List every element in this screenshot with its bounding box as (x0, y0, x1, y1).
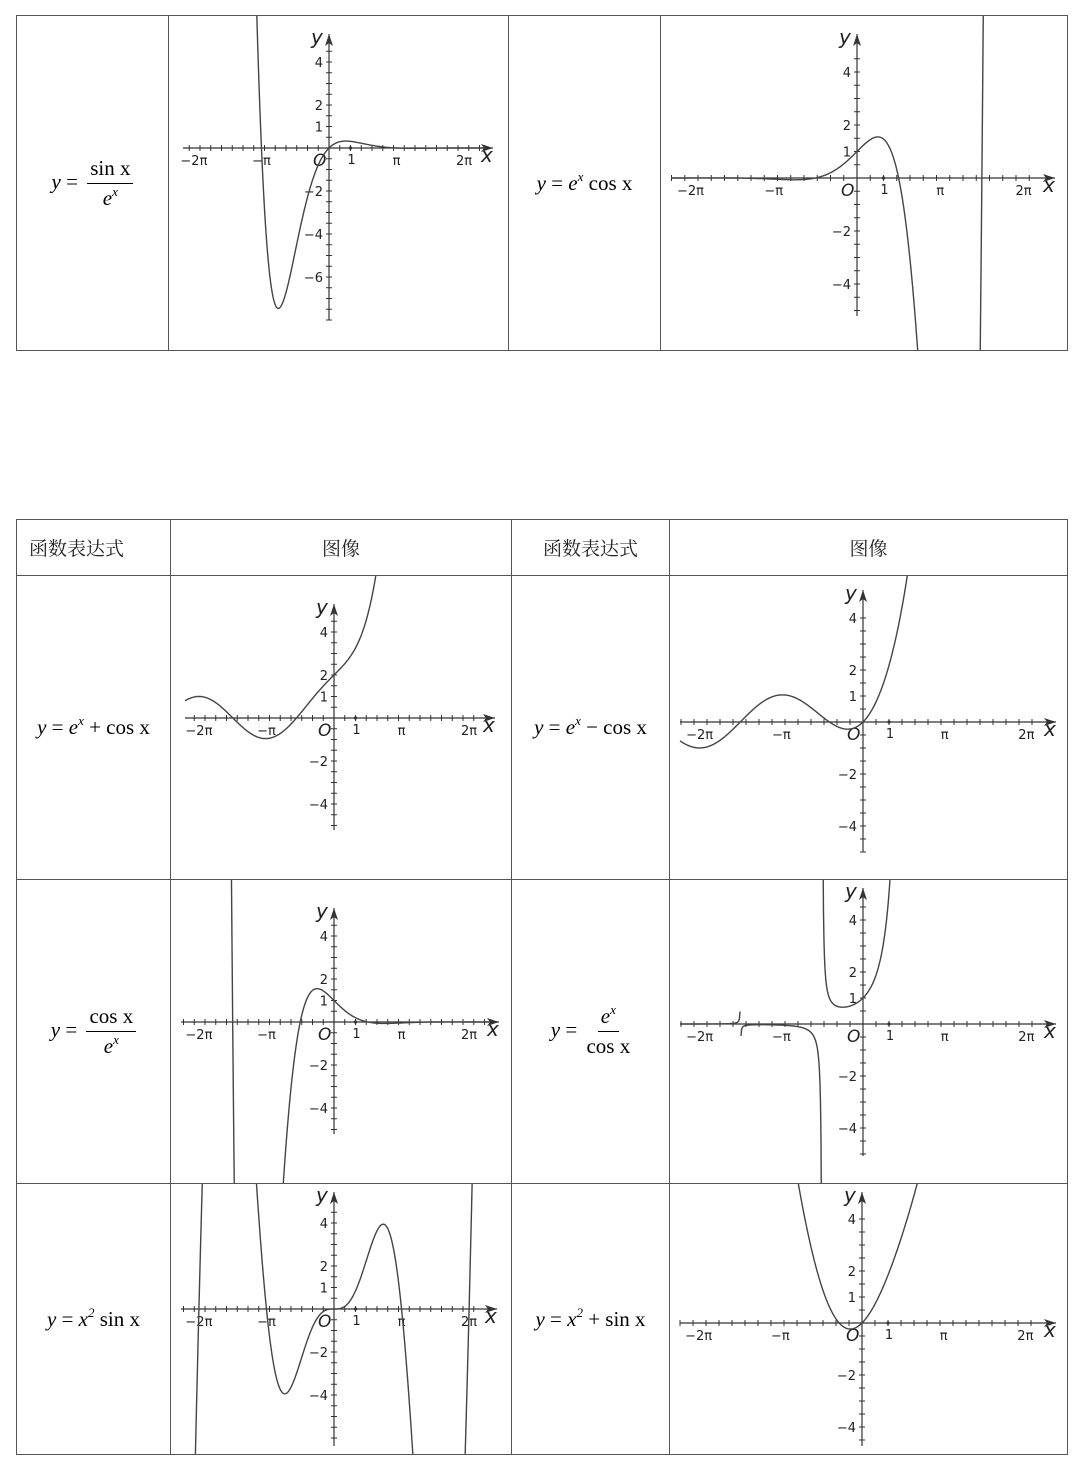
y-label: −2 (836, 1369, 856, 1384)
formula-cosx-over-ex: y = $\frac{\text{cos x}}{e^x}$ (17, 880, 171, 1184)
x-label-negpi: −π (771, 728, 791, 743)
y-axis-label: y (844, 1184, 856, 1207)
header-graph-2: 图像 (670, 520, 1068, 576)
x-label-neg2pi: −2π (686, 728, 714, 743)
graph-cell-ex-cosx (661, 16, 1068, 351)
x-axis-label: x (487, 1017, 499, 1041)
x-label-pi: π (397, 1028, 406, 1043)
x-label-one: 1 (885, 727, 895, 742)
graph-x2-sinx (171, 1184, 512, 1454)
graph-cosx-over-ex (171, 880, 512, 1183)
x-label-negpi: −π (770, 1329, 790, 1344)
header-expression-1: 函数表达式 (17, 520, 171, 576)
graph-x2-plus-sinx (670, 1184, 1068, 1454)
y-label: 1 (319, 690, 328, 706)
function-curve (252, 16, 483, 308)
x-label-one: 1 (352, 723, 361, 738)
y-axis-label: y (311, 25, 323, 49)
y-axis-label: y (316, 1184, 328, 1207)
x-label-negpi: −π (771, 1030, 791, 1045)
y-label: −2 (831, 225, 851, 240)
y-label: −4 (303, 228, 323, 243)
x-label-negpi: −π (257, 1028, 276, 1043)
graph-ex-minus-cosx (670, 576, 1068, 879)
x-label-negpi: −π (252, 154, 271, 169)
y-label: −2 (303, 185, 323, 200)
x-label-pi: π (392, 154, 401, 169)
y-label: 1 (842, 145, 851, 161)
x-label-pi: π (936, 184, 945, 199)
x-label-neg2pi: −2π (685, 1329, 713, 1344)
x-tick-dot (887, 720, 890, 723)
y-label: −4 (308, 1389, 328, 1404)
x-label-one: 1 (352, 1027, 361, 1042)
y-label: −4 (837, 820, 857, 835)
y-label: −4 (837, 1122, 857, 1137)
x-label-negpi: −π (257, 1315, 276, 1330)
y-label: 4 (848, 612, 857, 627)
x-label-2pi: 2π (1015, 184, 1032, 199)
x-label-pi: π (939, 1329, 948, 1344)
y-label: 4 (314, 56, 323, 71)
x-label-pi: π (397, 1315, 406, 1330)
x-label-neg2pi: −2π (185, 1028, 213, 1043)
x-label-one: 1 (884, 1328, 894, 1343)
x-label-pi: π (940, 1030, 949, 1045)
x-tick-dot (354, 1307, 357, 1310)
origin-label: O (318, 1025, 332, 1045)
graph-sinx-over-ex (169, 16, 509, 350)
formula-ex-minus-cosx: $y = e^x - \cos x$ (512, 576, 670, 880)
x-label-negpi: −π (257, 724, 276, 739)
origin-label: O (847, 725, 861, 745)
function-curve (185, 576, 395, 739)
x-label-2pi: 2π (456, 154, 473, 169)
formula-x2-sinx: $y = x^2$ sin x (17, 1184, 171, 1455)
y-label: 2 (319, 973, 328, 988)
y-label: −2 (308, 755, 328, 770)
origin-label: O (847, 1027, 861, 1047)
formula-ex-cosx: $y = e^x$ cos x (509, 16, 661, 351)
y-label: −2 (837, 1070, 857, 1085)
function-table-bottom (16, 519, 1068, 1455)
y-label: 2 (842, 119, 851, 134)
formula-x2-plus-sinx: $y = x^2 + \sin x$ (512, 1184, 670, 1455)
y-label: 4 (319, 930, 328, 945)
graph-cell-sinx-over-ex (169, 16, 509, 351)
x-axis-label: x (1044, 1019, 1056, 1043)
x-label-2pi: 2π (461, 1315, 478, 1330)
graph-ex-cosx (661, 16, 1068, 350)
y-label: −4 (831, 278, 851, 293)
x-label-neg2pi: −2π (185, 1315, 213, 1330)
formula-ex-plus-cosx: $y = e^x + \cos x$ (17, 576, 171, 880)
x-label-2pi: 2π (1017, 1329, 1034, 1344)
graph-cell-ex-over-cosx (670, 880, 1068, 1184)
formula-sinx-over-ex: y = $\frac{\text{sin x}}{e^x}$ (17, 16, 169, 351)
y-axis-label: y (316, 899, 328, 923)
x-label-one: 1 (352, 1314, 361, 1329)
y-axis-label: y (845, 880, 857, 903)
y-label: −4 (308, 1102, 328, 1117)
y-label: 2 (319, 1260, 328, 1275)
x-tick-dot (882, 176, 885, 179)
x-label-negpi: −π (764, 184, 784, 199)
origin-label: O (841, 181, 855, 201)
y-label: 1 (847, 1291, 856, 1306)
y-label: 2 (319, 669, 328, 684)
origin-label: O (318, 1312, 332, 1332)
x-label-2pi: 2π (461, 1028, 478, 1043)
x-axis-label: x (1043, 173, 1055, 197)
y-label: −4 (308, 798, 328, 813)
x-label-one: 1 (880, 183, 889, 198)
y-label: 4 (319, 626, 328, 641)
x-tick-dot (354, 716, 357, 719)
x-label-neg2pi: −2π (676, 184, 704, 199)
graph-ex-over-cosx (670, 880, 1068, 1183)
y-label: 2 (314, 99, 323, 114)
y-label: 1 (319, 994, 328, 1010)
x-label-neg2pi: −2π (686, 1030, 714, 1045)
x-tick-dot (887, 1022, 890, 1025)
function-curve (671, 16, 985, 350)
x-label-2pi: 2π (1018, 1030, 1035, 1045)
formula-ex-over-cosx: y = $\frac{e^x}{\text{cos x}}$ (512, 880, 670, 1184)
x-label-one: 1 (885, 1029, 895, 1044)
y-label: 1 (848, 992, 857, 1007)
y-label: −6 (303, 271, 323, 286)
x-tick-dot (354, 1020, 357, 1023)
y-label: 1 (319, 1281, 328, 1297)
origin-label: O (313, 151, 327, 171)
y-label: −4 (836, 1421, 856, 1436)
y-label: −2 (308, 1346, 328, 1361)
x-label-pi: π (397, 724, 406, 739)
y-label: 2 (848, 664, 857, 679)
origin-label: O (318, 721, 332, 741)
function-table-top (16, 15, 1068, 351)
function-curve (770, 1184, 958, 1329)
x-label-pi: π (940, 728, 949, 743)
y-label: −2 (308, 1059, 328, 1074)
y-axis-label: y (845, 581, 857, 605)
x-axis-label: x (485, 1304, 497, 1328)
x-tick-dot (886, 1321, 889, 1324)
graph-cell-cosx-over-ex (171, 880, 512, 1184)
origin-label: O (846, 1326, 860, 1346)
y-axis-label: y (316, 595, 328, 619)
y-label: 4 (848, 914, 857, 929)
y-label: 1 (848, 690, 857, 705)
x-label-2pi: 2π (1018, 728, 1035, 743)
x-axis-label: x (481, 143, 493, 167)
x-label-2pi: 2π (461, 724, 478, 739)
graph-ex-plus-cosx (171, 576, 512, 879)
header-expression-2: 函数表达式 (512, 520, 670, 576)
y-label: 2 (848, 966, 857, 981)
y-axis-label: y (839, 25, 851, 49)
y-label: −2 (837, 768, 857, 783)
x-axis-label: x (483, 713, 495, 737)
graph-cell-ex-plus-cosx (171, 576, 512, 880)
x-label-neg2pi: −2π (185, 724, 213, 739)
y-label: 4 (319, 1217, 328, 1232)
y-label: 4 (842, 66, 851, 81)
x-axis-label: x (1044, 1318, 1056, 1342)
graph-cell-x2-sinx (171, 1184, 512, 1455)
y-label: 2 (847, 1265, 856, 1280)
x-label-neg2pi: −2π (180, 154, 208, 169)
graph-cell-ex-minus-cosx (670, 576, 1068, 880)
x-axis-label: x (1044, 717, 1056, 741)
x-tick-dot (349, 146, 352, 149)
y-label: 4 (847, 1213, 856, 1228)
x-label-one: 1 (347, 153, 356, 168)
y-label: 1 (314, 120, 323, 136)
header-graph-1: 图像 (171, 520, 512, 576)
graph-cell-x2-plus-sinx (670, 1184, 1068, 1455)
